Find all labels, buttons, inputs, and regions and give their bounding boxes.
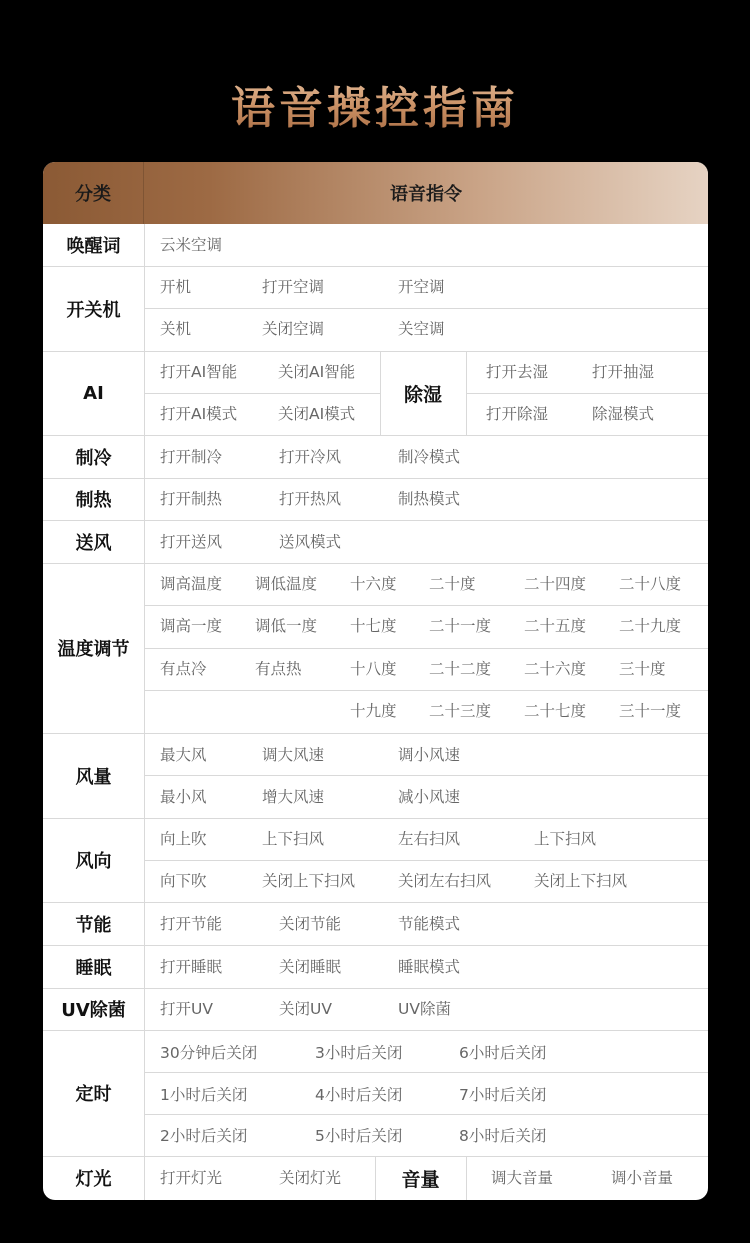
command-cell: 向上吹 [160, 830, 207, 848]
command-cell: 2小时后关闭 [160, 1127, 248, 1145]
command-cell: 增大风速 [262, 788, 325, 806]
subrow-divider [144, 393, 380, 394]
command-cell: 调大风速 [262, 746, 325, 764]
category-wake-word: 唤醒词 [66, 236, 121, 257]
page-title: 语音操控指南 [0, 72, 750, 136]
category-timer: 定时 [75, 1084, 112, 1105]
command-cell: 二十五度 [524, 617, 587, 635]
command-cell: 最小风 [160, 788, 207, 806]
command-cell: 打开节能 [160, 915, 223, 933]
command-cell: 5小时后关闭 [315, 1127, 403, 1145]
command-cell: 最大风 [160, 746, 207, 764]
category-eco: 节能 [75, 914, 112, 936]
command-cell: 打开冷风 [279, 448, 342, 466]
command-cell: 打开除湿 [486, 405, 549, 423]
command-cell: 二十三度 [429, 702, 492, 720]
category-fan: 送风 [75, 532, 112, 554]
command-cell: 有点热 [255, 660, 302, 678]
command-cell: 调小风速 [398, 746, 461, 764]
command-cell: 二十七度 [524, 702, 587, 720]
command-cell: 1小时后关闭 [160, 1086, 248, 1104]
command-cell: 打开制冷 [160, 448, 223, 466]
command-cell: 调低一度 [255, 617, 318, 635]
command-cell: 减小风速 [398, 788, 461, 806]
command-cell: 三十一度 [619, 702, 682, 720]
command-cell: 3小时后关闭 [315, 1044, 403, 1062]
command-cell: UV除菌 [398, 1000, 451, 1018]
command-cell: 关闭上下扫风 [534, 872, 628, 890]
command-cell: 调高温度 [160, 575, 223, 593]
command-cell: 关闭空调 [262, 320, 325, 338]
command-cell: 关机 [160, 320, 192, 338]
command-cell: 二十二度 [429, 660, 492, 678]
command-cell: 三十度 [619, 660, 666, 678]
category-wind-direction: 风向 [75, 851, 112, 872]
command-cell: 有点冷 [160, 660, 207, 678]
category-temperature: 温度调节 [57, 639, 130, 660]
command-cell: 上下扫风 [534, 830, 597, 848]
command-cell: 7小时后关闭 [459, 1086, 547, 1104]
command-cell: 开空调 [398, 278, 445, 296]
category-light: 灯光 [75, 1169, 112, 1190]
command-cell: 二十四度 [524, 575, 587, 593]
command-cell: 二十六度 [524, 660, 587, 678]
command-cell: 调低温度 [255, 575, 318, 593]
subcategory-dehumidify: 除湿 [403, 383, 442, 406]
command-cell: 关闭灯光 [279, 1169, 342, 1187]
category-heat: 制热 [75, 490, 112, 511]
category-divider [144, 224, 145, 1200]
command-cell: 云米空调 [160, 236, 223, 254]
category-power: 开关机 [66, 299, 121, 321]
command-cell: 关闭节能 [279, 915, 342, 933]
subrow-divider [144, 308, 708, 309]
subrow-divider [144, 775, 708, 776]
command-cell: 十八度 [350, 660, 397, 678]
subcategory-divider [466, 1156, 467, 1200]
table-header [43, 162, 708, 224]
command-cell: 二十一度 [429, 617, 492, 635]
command-cell: 打开空调 [262, 278, 325, 296]
command-cell: 打开送风 [160, 533, 223, 551]
command-cell: 送风模式 [279, 533, 342, 551]
subrow-divider [144, 648, 708, 649]
command-cell: 关闭AI模式 [278, 405, 356, 423]
command-cell: 打开抽湿 [592, 363, 655, 381]
command-cell: 6小时后关闭 [459, 1044, 547, 1062]
category-sleep: 睡眠 [75, 957, 112, 979]
command-cell: 二十度 [429, 575, 476, 593]
command-cell: 左右扫风 [398, 830, 461, 848]
command-cell: 打开UV [160, 1000, 213, 1018]
command-cell: 十六度 [350, 575, 397, 593]
command-cell: 睡眠模式 [398, 958, 461, 976]
subrow-divider [144, 1072, 708, 1073]
subrow-divider [144, 690, 708, 691]
command-cell: 打开灯光 [160, 1169, 223, 1187]
command-cell: 调高一度 [160, 617, 223, 635]
command-cell: 打开AI模式 [160, 405, 238, 423]
subcategory-volume: 音量 [401, 1168, 440, 1191]
header-commands: 语音指令 [390, 184, 462, 205]
command-cell: 4小时后关闭 [315, 1086, 403, 1104]
command-cell: 开机 [160, 278, 192, 296]
command-cell: 除湿模式 [592, 405, 655, 423]
command-cell: 关闭AI智能 [278, 363, 356, 381]
command-cell: 制热模式 [398, 490, 461, 508]
subrow-divider [144, 860, 708, 861]
command-cell: 上下扫风 [262, 830, 325, 848]
category-fan-speed: 风量 [75, 766, 112, 788]
command-cell: 关闭睡眠 [279, 958, 342, 976]
command-cell: 调小音量 [611, 1169, 674, 1187]
command-cell: 打开AI智能 [160, 363, 238, 381]
subcategory-divider [466, 351, 467, 435]
subrow-divider [144, 605, 708, 606]
command-cell: 制冷模式 [398, 448, 461, 466]
category-ai: AI [83, 382, 104, 404]
command-cell: 关闭左右扫风 [398, 872, 492, 890]
command-cell: 关闭上下扫风 [262, 872, 356, 890]
command-cell: 关空调 [398, 320, 445, 338]
category-cool: 制冷 [75, 447, 112, 469]
command-cell: 打开去湿 [486, 363, 549, 381]
command-cell: 十七度 [350, 617, 397, 635]
voice-command-table [43, 162, 708, 1200]
command-cell: 关闭UV [279, 1000, 332, 1018]
command-cell: 打开睡眠 [160, 958, 223, 976]
command-cell: 8小时后关闭 [459, 1127, 547, 1145]
command-cell: 打开制热 [160, 490, 223, 508]
command-cell: 打开热风 [279, 490, 342, 508]
command-cell: 节能模式 [398, 915, 461, 933]
subrow-divider [466, 393, 708, 394]
command-cell: 调大音量 [491, 1169, 554, 1187]
command-cell: 十九度 [350, 702, 397, 720]
command-cell: 30分钟后关闭 [160, 1044, 258, 1062]
subrow-divider [144, 1114, 708, 1115]
command-cell: 二十八度 [619, 575, 682, 593]
category-uv: UV除菌 [61, 1000, 126, 1021]
command-cell: 向下吹 [160, 872, 207, 890]
header-category: 分类 [43, 162, 144, 224]
command-cell: 二十九度 [619, 617, 682, 635]
